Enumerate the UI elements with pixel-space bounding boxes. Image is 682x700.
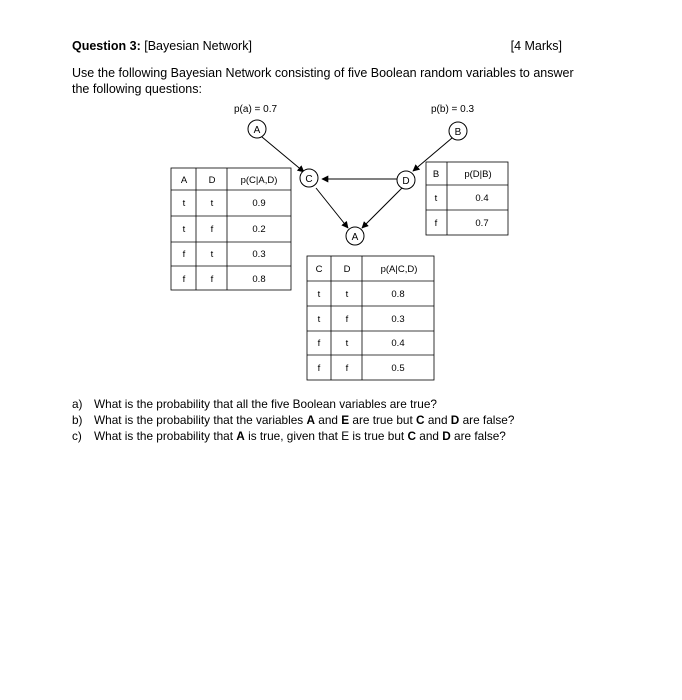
edge-b-to-d [413, 138, 452, 171]
edge-c-to-a [316, 188, 348, 228]
cpt-c-cell: f [182, 274, 186, 285]
cpt-c-cell: 0.8 [252, 274, 266, 285]
cpt-a-cell: f [345, 363, 349, 374]
cpt-c-cell: f [210, 224, 214, 235]
node-a-top [248, 120, 266, 138]
question-a [72, 396, 514, 412]
node-c [300, 169, 318, 187]
cpt-d-cell: 0.4 [475, 193, 489, 204]
node-b [449, 122, 467, 140]
cpt-d-header-b: B [432, 169, 440, 180]
cpt-a-cell: t [345, 289, 349, 300]
cpt-d-cell: f [434, 218, 438, 229]
prior-a: p(a) = 0.7 [234, 104, 278, 115]
question-c [72, 428, 514, 444]
question-number: a) [72, 397, 83, 411]
cpt-a-cell: f [345, 314, 349, 325]
cpt-c-header-p: p(C|A,D) [240, 175, 278, 186]
edge-a-to-c [262, 137, 304, 172]
cpt-c-cell: 0.2 [252, 224, 266, 235]
cpt-c-cell: t [210, 198, 214, 209]
question-text: What is the probability that A is true, given that E is true but C and D are false? [94, 429, 506, 443]
question-title: [Bayesian Network] [144, 39, 252, 53]
cpt-a-cell: 0.4 [391, 338, 405, 349]
cpt-d-cell: t [434, 193, 438, 204]
cpt-c-header-a: A [180, 175, 188, 186]
cpt-c-cell: f [210, 274, 214, 285]
cpt-a-cell: t [345, 338, 349, 349]
cpt-a-cell: 0.3 [391, 314, 405, 325]
node-d-label: D [402, 176, 410, 187]
question-list [72, 396, 514, 444]
intro-text: Use the following Bayesian Network consisting of five Boolean random variables to answer the following questions: [72, 66, 574, 96]
node-a-bottom-label: A [351, 232, 359, 243]
node-d [397, 171, 415, 189]
cpt-c-header-d: D [208, 175, 216, 186]
cpt-c-cell: t [182, 198, 186, 209]
cpt-a-cell: f [317, 338, 321, 349]
cpt-c-cell: 0.3 [252, 249, 266, 260]
cpt-a-cell: f [317, 363, 321, 374]
cpt-c-cell: f [182, 249, 186, 260]
cpt-a-header-p: p(A|C,D) [380, 264, 418, 275]
cpt-a-cell: t [317, 314, 321, 325]
cpt-d-cell: 0.7 [475, 218, 489, 229]
cpt-c-cell: t [182, 224, 186, 235]
question-b [72, 412, 514, 428]
cpt-c-cell: t [210, 249, 214, 260]
prior-b: p(b) = 0.3 [431, 104, 475, 115]
question-text: What is the probability that all the five Boolean variables are true? [94, 397, 437, 411]
cpt-a-header-d: D [343, 264, 351, 275]
cpt-c-table [171, 168, 291, 290]
node-b-label: B [454, 127, 462, 138]
node-c-label: C [305, 174, 313, 185]
question-number: b) [72, 413, 83, 427]
marks-label: [4 Marks] [510, 39, 562, 53]
cpt-c-cell: 0.9 [252, 198, 266, 209]
question-label: Question 3: [72, 39, 141, 53]
cpt-a-header-c: C [315, 264, 323, 275]
cpt-a-cell: t [317, 289, 321, 300]
cpt-d-header-p: p(D|B) [464, 169, 492, 180]
question-number: c) [72, 429, 82, 443]
cpt-a-cell: 0.8 [391, 289, 405, 300]
node-a-bottom [346, 227, 364, 245]
edge-d-to-a [362, 188, 402, 228]
cpt-a-cell: 0.5 [391, 363, 405, 374]
question-text: What is the probability that the variables A and E are true but C and D are false? [94, 413, 515, 427]
node-a-top-label: A [253, 125, 261, 136]
